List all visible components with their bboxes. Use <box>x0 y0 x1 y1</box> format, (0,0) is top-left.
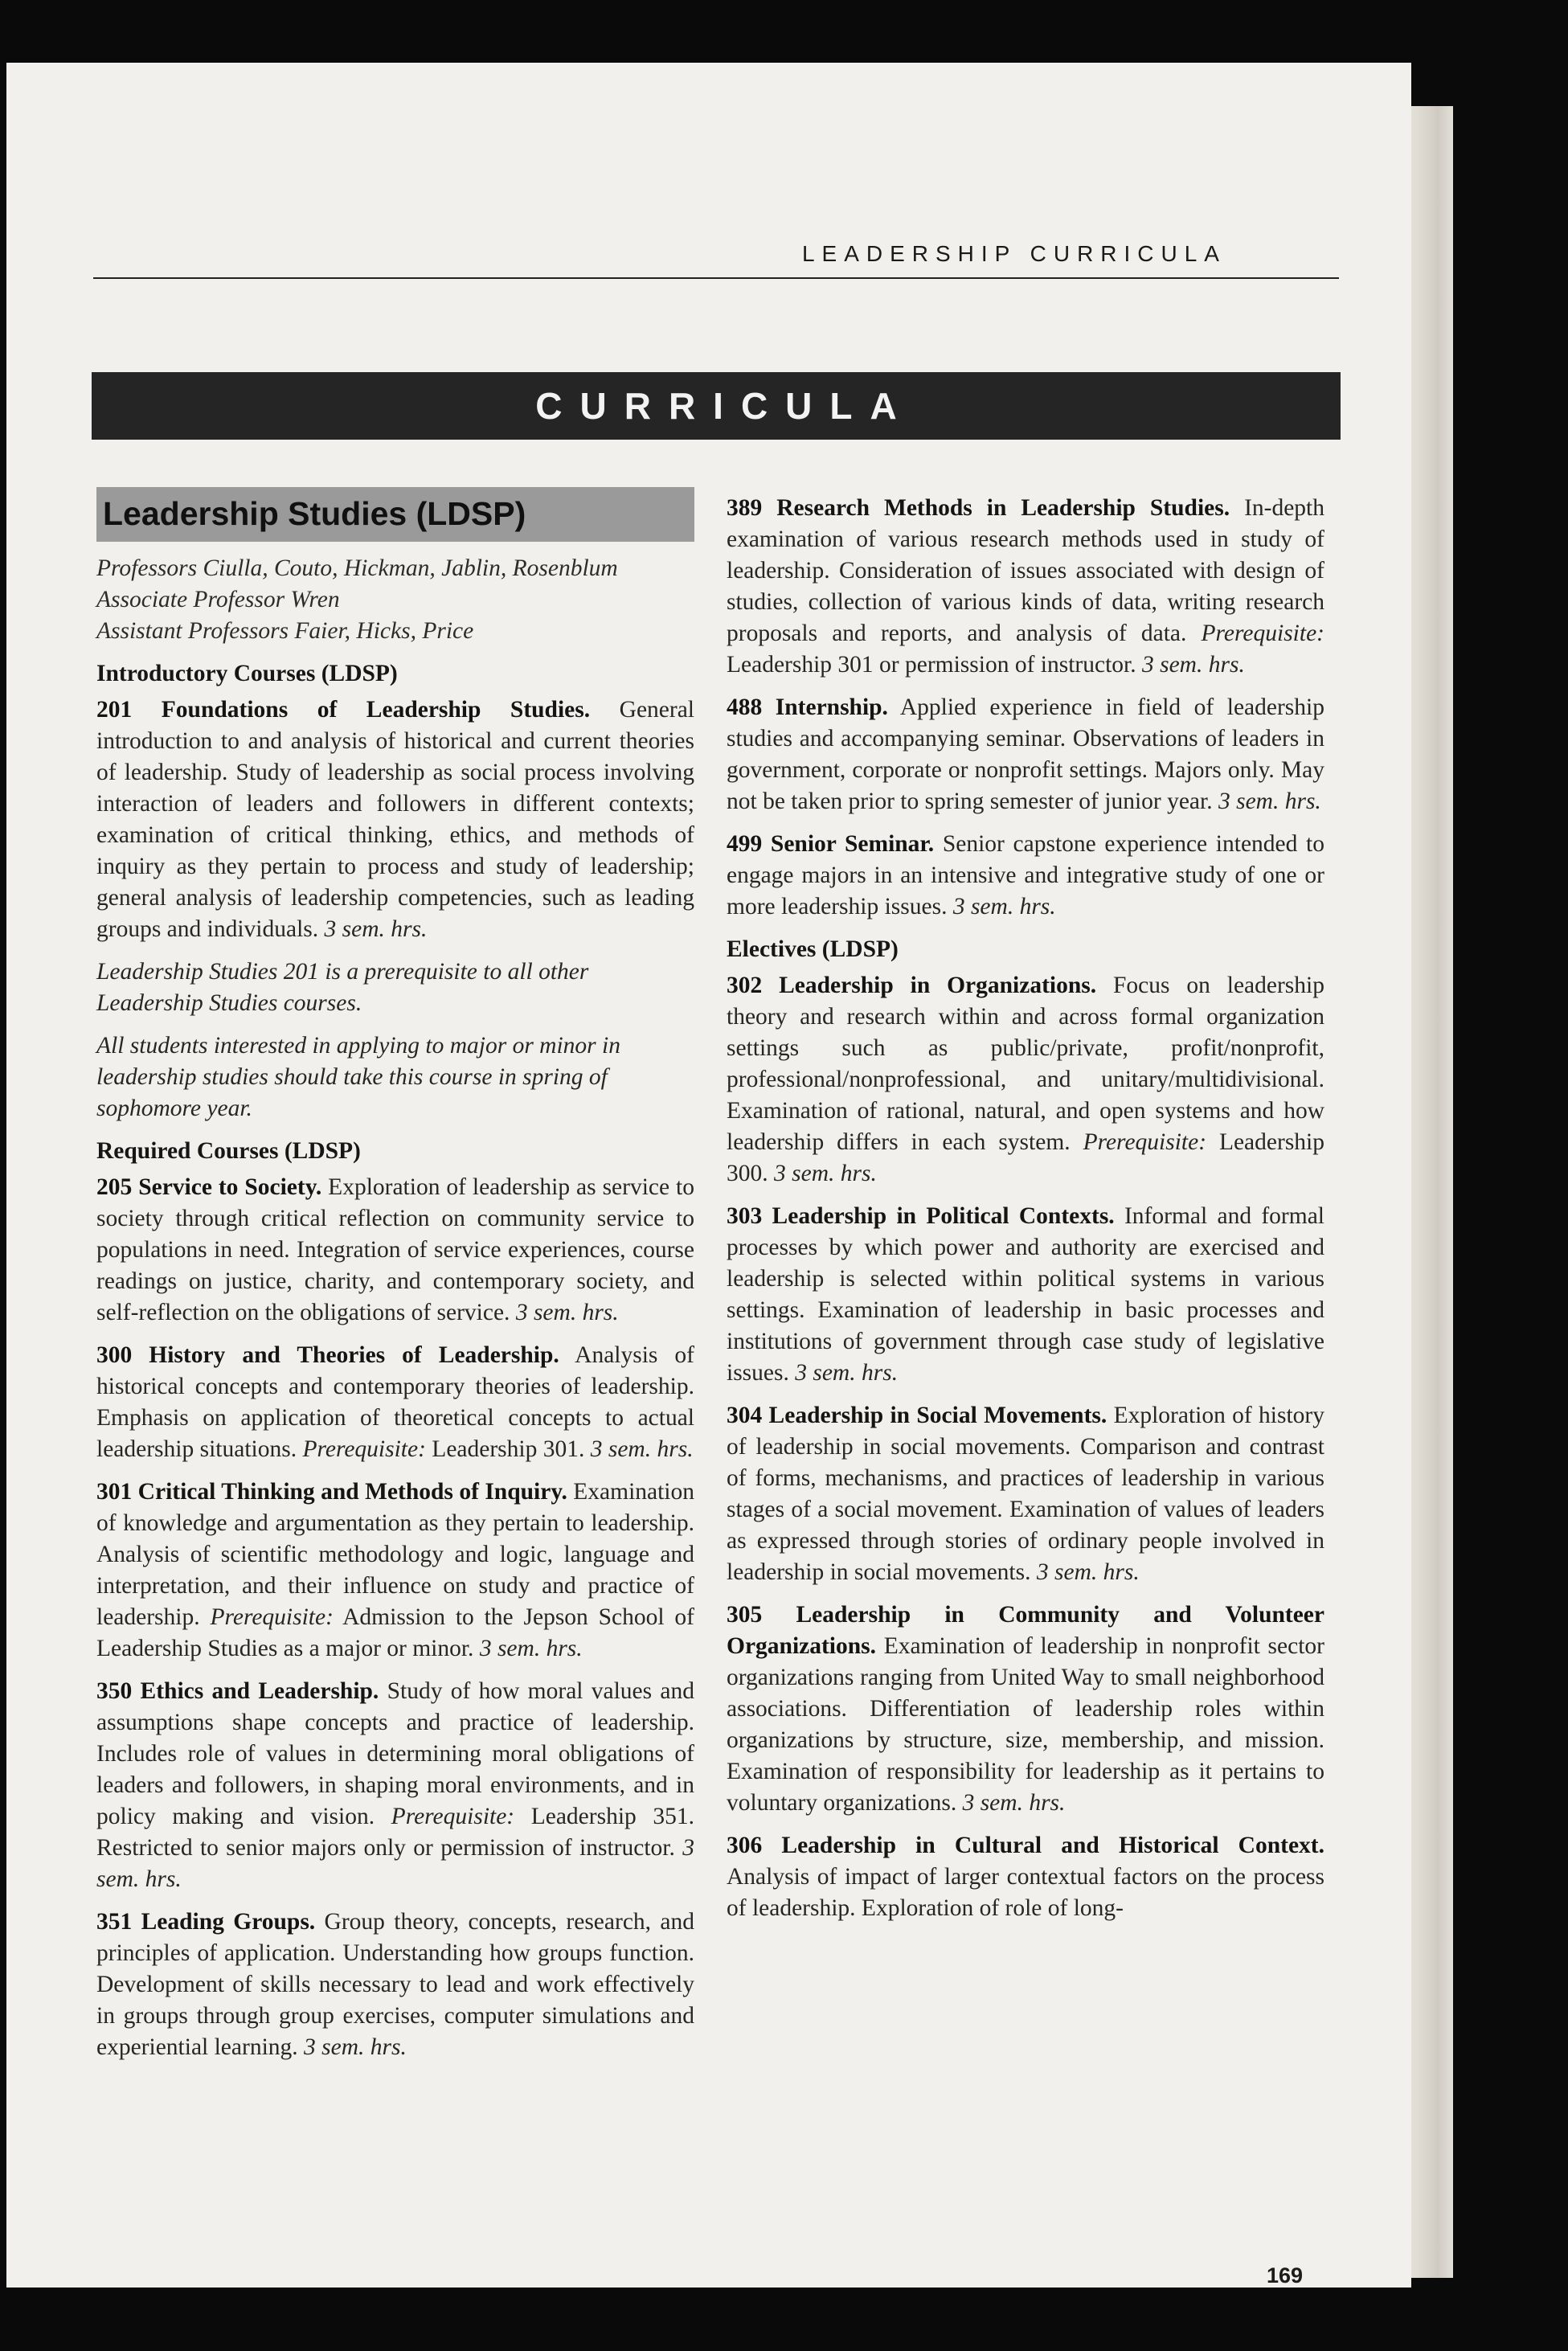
left-column <box>96 487 694 2075</box>
course-description: Analysis of impact of larger contextual factors on the process of leadership. Exploration of role of long- <box>727 1864 1324 1921</box>
prerequisite-text: Leadership 301 or permission of instructor. <box>727 652 1142 678</box>
course-description: Focus on leadership theory and research within and across formal organization settings such as public/private, profit/nonprofit, professional/nonprofessional, and unitary/multidivisional. Examination of rational, natural, and open systems and how leadership differs in each system. <box>727 973 1324 1155</box>
course-title: 302 Leadership in Organizations. <box>727 973 1097 998</box>
prerequisite-text: Leadership 301. <box>425 1436 591 1462</box>
prerequisite-label: Prerequisite: <box>1201 621 1324 646</box>
faculty-professors: Professors Ciulla, Couto, Hickman, Jablin, Rosenblum <box>96 555 618 581</box>
prerequisite-text: Admission to the Jepson School of Leadership Studies as a major or minor. <box>96 1604 694 1661</box>
electives-heading: Electives (LDSP) <box>727 936 899 962</box>
course-title: 304 Leadership in Social Movements. <box>727 1403 1107 1428</box>
faculty-associate: Associate Professor Wren <box>96 587 340 612</box>
course-description: Examination of knowledge and argumentation as they pertain to leadership. Analysis of scientific methodology and logic, language and interpretation, and their influence on study and practice of leadership. <box>96 1479 694 1630</box>
course-350 <box>96 1676 694 1895</box>
course-description: Analysis of historical concepts and contemporary theories of leadership. Emphasis on application of theoretical concepts to actual leadership situations. <box>96 1342 694 1462</box>
course-title: 301 Critical Thinking and Methods of Inquiry. <box>96 1479 567 1505</box>
course-title: 389 Research Methods in Leadership Studies. <box>727 495 1230 521</box>
prerequisite-label: Prerequisite: <box>391 1804 515 1829</box>
catalog-page <box>6 63 1411 2288</box>
faculty-assistant: Assistant Professors Faier, Hicks, Price <box>96 618 474 644</box>
course-description: Informal and formal processes by which power and authority are exercised and leadership is selected within political systems in various settings. Examination of leadership in basic processes and institutions of government through case study of legislative issues. <box>727 1203 1324 1386</box>
course-303 <box>727 1201 1324 1389</box>
course-305 <box>727 1599 1324 1819</box>
faculty-list <box>96 553 694 647</box>
right-column <box>727 493 1324 1935</box>
course-title: 306 Leadership in Cultural and Historical Context. <box>727 1833 1324 1858</box>
banner-title: CURRICULA <box>535 385 915 427</box>
running-head: LEADERSHIP CURRICULA <box>801 241 1226 266</box>
course-499 <box>727 829 1324 923</box>
course-description: Group theory, concepts, research, and principles of application. Understanding how groups function. Development of skills necessary to lead and work effectively in groups through group exercises, computer simulations and experiential learning. <box>96 1909 694 2060</box>
course-hours: 3 sem. hrs. <box>96 1835 694 1892</box>
course-306 <box>727 1830 1324 1924</box>
course-title: 350 Ethics and Leadership. <box>96 1678 379 1704</box>
course-hours: 3 sem. hrs. <box>1141 652 1245 678</box>
course-hours: 3 sem. hrs. <box>795 1360 899 1386</box>
page-number: 169 <box>1267 2263 1304 2288</box>
course-hours: 3 sem. hrs. <box>1218 788 1321 814</box>
course-title: 201 Foundations of Leadership Studies. <box>96 697 591 723</box>
course-201 <box>96 694 694 945</box>
required-courses-heading: Required Courses (LDSP) <box>96 1138 361 1164</box>
course-301 <box>96 1477 694 1665</box>
course-488 <box>727 692 1324 817</box>
prerequisite-label: Prerequisite: <box>210 1604 334 1630</box>
course-304 <box>727 1400 1324 1588</box>
course-hours: 3 sem. hrs. <box>304 2034 407 2060</box>
course-title: 488 Internship. <box>727 694 888 720</box>
course-title: 303 Leadership in Political Contexts. <box>727 1203 1115 1229</box>
course-hours: 3 sem. hrs. <box>324 916 428 942</box>
course-hours: 3 sem. hrs. <box>515 1300 619 1325</box>
course-title: 205 Service to Society. <box>96 1174 322 1200</box>
course-302 <box>727 970 1324 1190</box>
course-title: 300 History and Theories of Leadership. <box>96 1342 559 1368</box>
course-title: 499 Senior Seminar. <box>727 831 935 857</box>
course-300 <box>96 1340 694 1465</box>
course-hours: 3 sem. hrs. <box>479 1636 583 1661</box>
course-description: In-depth examination of various research methods used in study of leadership. Consideration of issues associated with design of studies, collection of various kinds of data, writing research proposals and reports, and analysis of data. <box>727 495 1325 646</box>
prerequisite-label: Prerequisite: <box>302 1436 426 1462</box>
course-205 <box>96 1172 694 1329</box>
running-head-rule <box>93 277 1339 279</box>
course-description: Study of how moral values and assumptions shape concepts and practice of leadership. Includes role of values in determining moral obligations of leaders and followers, in shaping moral environments, and in policy making and vision. <box>96 1678 694 1829</box>
course-description: Exploration of history of leadership in social movements. Comparison and contrast of forms, mechanisms, and practices of leadership in various stages of a social movement. Examination of values of leaders as expressed through stories of ordinary people involved in leadership in social movements. <box>727 1403 1325 1585</box>
course-hours: 3 sem. hrs. <box>962 1790 1066 1816</box>
section-title: Leadership Studies (LDSP) <box>96 487 694 542</box>
course-389 <box>727 493 1324 681</box>
course-description: Senior capstone experience intended to engage majors in an intensive and integrative study of one or more leadership issues. <box>727 831 1324 920</box>
course-description: General introduction to and analysis of historical and current theories of leadership. Study of leadership as social process involving interaction of leaders and followers in different contexts; examination of critical thinking, ethics, and methods of inquiry as they pertain to process and study of leadership; general analysis of leadership competencies, such as leading groups and individuals. <box>96 697 695 942</box>
course-description: Examination of leadership in nonprofit sector organizations ranging from United Way to small neighborhood associations. Differentiation of leadership roles within organizations by structure, size, membership, and mission. Examination of responsibility for leadership as it pertains to voluntary organizations. <box>727 1633 1324 1816</box>
prerequisite-text: Leadership 300. <box>727 1129 1324 1186</box>
course-hours: 3 sem. hrs. <box>952 894 1056 920</box>
course-hours: 3 sem. hrs. <box>774 1161 877 1186</box>
introductory-courses-heading: Introductory Courses (LDSP) <box>96 661 398 686</box>
curricula-banner <box>92 372 1341 440</box>
sophomore-note: All students interested in applying to major or minor in leadership studies should take this course in spring of sophomore year. <box>96 1033 620 1121</box>
prerequisite-label: Prerequisite: <box>1083 1129 1207 1155</box>
course-351 <box>96 1907 694 2063</box>
course-description: Applied experience in field of leadership studies and accompanying seminar. Observations of leaders in government, corporate or nonprofit settings. Majors only. May not be taken prior to spring semester of junior year. <box>727 694 1324 814</box>
prerequisite-text: Leadership 351. Restricted to senior majors only or permission of instructor. <box>96 1804 694 1861</box>
prerequisite-note: Leadership Studies 201 is a prerequisite to all other Leadership Studies courses. <box>96 959 589 1016</box>
course-hours: 3 sem. hrs. <box>1036 1559 1140 1585</box>
course-title: 351 Leading Groups. <box>96 1909 316 1935</box>
course-hours: 3 sem. hrs. <box>590 1436 694 1462</box>
course-description: Exploration of leadership as service to society through critical reflection on community service to populations in need. Integration of service experiences, course readings on justice, charity, and contemporary society, and self-reflection on the obligations of service. <box>96 1174 694 1325</box>
course-title: 305 Leadership in Community and Volunteer Organizations. <box>727 1602 1324 1659</box>
